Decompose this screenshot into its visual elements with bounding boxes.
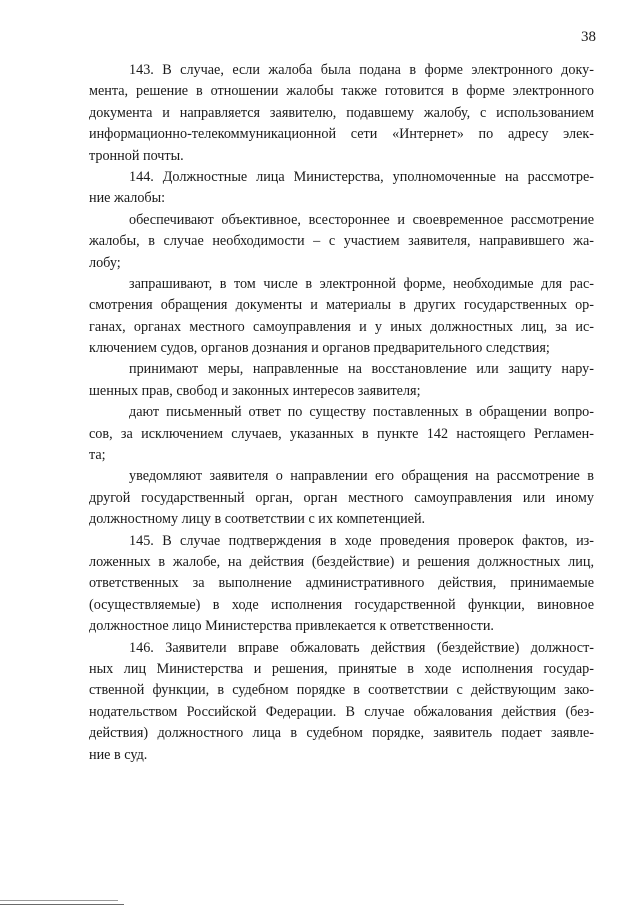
paragraph-line: ложенных в жалобе, на действия (бездействие) и решения должностных лиц, — [89, 553, 594, 570]
paragraph-line: лобу; — [89, 254, 121, 271]
paragraph-146 — [89, 638, 594, 766]
paragraph-line: запрашивают, в том числе в электронной форме, необходимые для рас- — [129, 275, 594, 292]
footer-scan-line — [0, 900, 118, 901]
page-number: 38 — [581, 29, 596, 45]
paragraph-143 — [89, 60, 594, 167]
document-body — [89, 60, 594, 766]
paragraph-line: сов, за исключением случаев, указанных в пункте 142 настоящего Регламен- — [89, 425, 594, 442]
paragraph-line: (осуществляемые) в ходе исполнения государственной функции, виновное — [89, 596, 594, 613]
paragraph-145 — [89, 531, 594, 638]
paragraph-line: дают письменный ответ по существу поставленных в обращении вопро- — [129, 404, 594, 421]
paragraph-line: 144. Должностные лица Министерства, уполномоченные на рассмотре- — [129, 168, 594, 185]
paragraph-line: действия) должностного лица в судебном порядке, заявитель подает заявле- — [89, 725, 594, 742]
paragraph-144-item-3 — [89, 359, 594, 402]
paragraph-line: принимают меры, направленные на восстановление или защиту нару- — [129, 361, 594, 378]
paragraph-line: тронной почты. — [89, 147, 184, 164]
paragraph-144 — [89, 167, 594, 210]
paragraph-line: смотрения обращения документы и материалы в других государственных ор- — [89, 297, 594, 314]
paragraph-line: шенных прав, свобод и законных интересов заявителя; — [89, 382, 421, 399]
paragraph-line: ответственных за выполнение административного действия, принимаемые — [89, 575, 594, 592]
paragraph-line: обеспечивают объективное, всестороннее и своевременное рассмотрение — [129, 211, 594, 228]
paragraph-line: ганах, органах местного самоуправления и у иных должностных лиц, за ис- — [89, 318, 594, 335]
paragraph-line: должностное лицо Министерства привлекается к ответственности. — [89, 618, 494, 635]
paragraph-144-item-1 — [89, 210, 594, 274]
paragraph-line: ние в суд. — [89, 746, 148, 763]
paragraph-line: ственной функции, в судебном порядке в соответствии с действующим зако- — [89, 682, 594, 699]
paragraph-line: 146. Заявители вправе обжаловать действия (бездействие) должност- — [129, 639, 594, 656]
paragraph-line: та; — [89, 447, 106, 464]
paragraph-line: 145. В случае подтверждения в ходе проведения проверок фактов, из- — [129, 532, 594, 549]
paragraph-144-item-5 — [89, 466, 594, 530]
paragraph-line: ных лиц Министерства и решения, принятые в ходе исполнения государ- — [89, 660, 594, 677]
paragraph-line: 143. В случае, если жалоба была подана в форме электронного доку- — [129, 62, 594, 78]
paragraph-line: нодательством Российской Федерации. В случае обжалования действия (без- — [89, 703, 594, 720]
paragraph-144-item-4 — [89, 402, 594, 466]
paragraph-144-item-2 — [89, 274, 594, 360]
paragraph-line: документа и направляется заявителю, подавшему жалобу, с использованием — [89, 104, 594, 121]
paragraph-line: мента, решение в отношении жалобы также готовится в форме электронного — [89, 83, 594, 100]
paragraph-line: ние жалобы: — [89, 190, 166, 207]
paragraph-line: уведомляют заявителя о направлении его обращения на рассмотрение в — [129, 468, 594, 485]
paragraph-line: ключением судов, органов дознания и органов предварительного следствия; — [89, 340, 550, 357]
paragraph-line: другой государственный орган, орган местного самоуправления или иному — [89, 489, 594, 506]
paragraph-line: информационно-телекоммуникационной сети «Интернет» по адресу элек- — [89, 126, 594, 143]
paragraph-line: жалобы, в случае необходимости – с участием заявителя, направившего жа- — [89, 233, 594, 250]
paragraph-line: должностному лицу в соответствии с их компетенцией. — [89, 511, 426, 528]
